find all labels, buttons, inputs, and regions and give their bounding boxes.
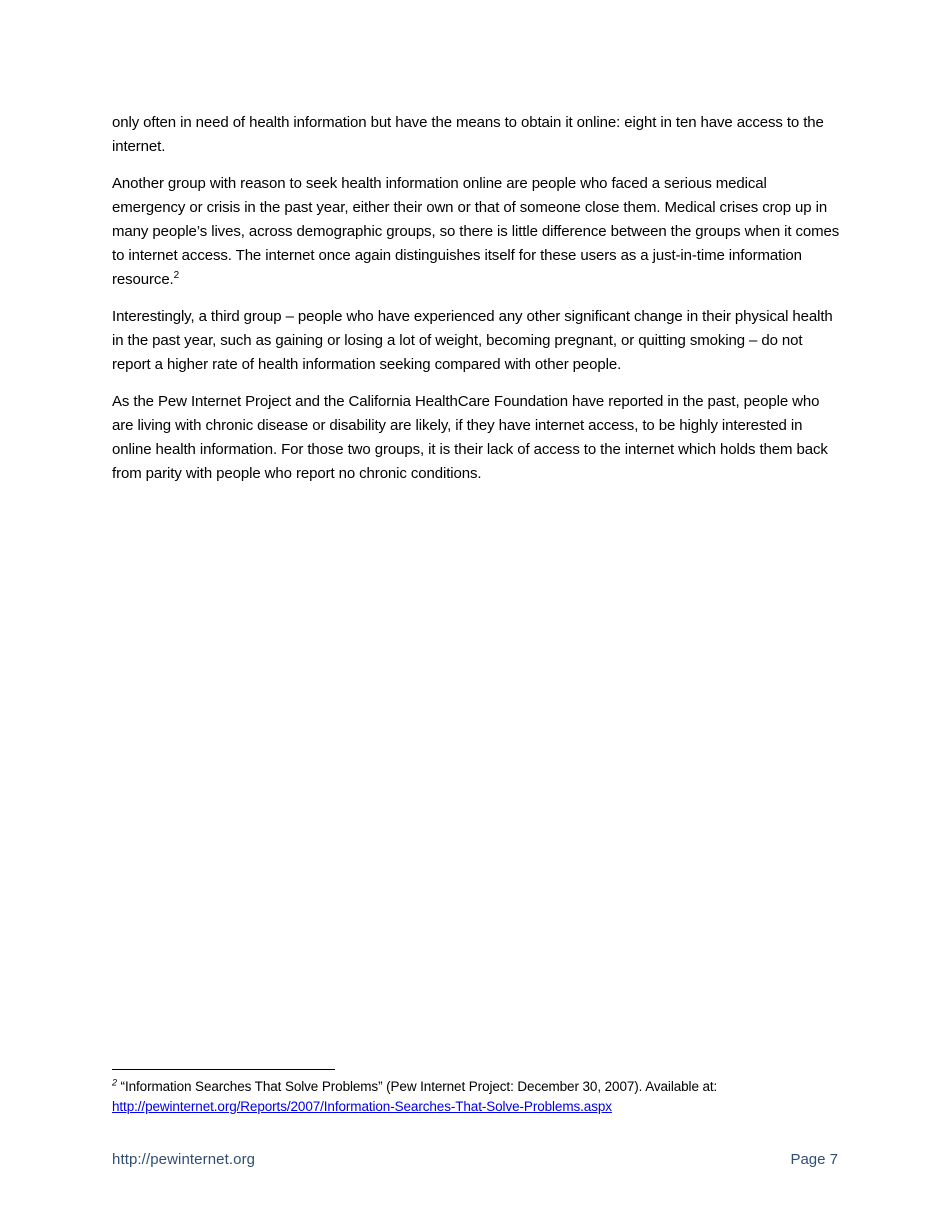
paragraph-4 [112,390,840,486]
paragraph-3 [112,305,840,377]
paragraph-1-text: only often in need of health information but have the means to obtain it online: eight in ten have access to the internet. [112,114,824,155]
page-body [112,111,840,499]
paragraph-3-text: Interestingly, a third group – people who have experienced any other significant change in their physical health in the past year, such as gaining or losing a lot of weight, becoming pregnant, or quitting smoking – do not report a higher rate of health information seeking compared with other people. [112,308,833,373]
paragraph-2-text: Another group with reason to seek health information online are people who faced a serious medical emergency or crisis in the past year, either their own or that of someone close them. Medical crises crop up in many people’s lives, across demographic groups, so there is little difference between the groups when it comes to internet access. The internet once again distinguishes itself for these users as a just-in-time information resource. [112,175,840,288]
footnote [112,1077,840,1117]
page-number: Page 7 [790,1151,838,1168]
paragraph-4-text: As the Pew Internet Project and the California HealthCare Foundation have reported in the past, people who are living with chronic disease or disability are likely, if they have internet access, to be highly interested in online health information. For those two groups, it is their lack of access to the internet which holds them back from parity with people who report no chronic conditions. [112,393,828,482]
footer-site-url: http://pewinternet.org [112,1151,256,1168]
footnote-text: “Information Searches That Solve Problems” (Pew Internet Project: December 30, 2007). Available at: [116,1079,718,1094]
paragraph-2 [112,172,840,292]
footnote-reference[interactable]: 2 [173,270,180,281]
footnote-separator [112,1069,335,1070]
paragraph-1 [112,111,840,159]
footnote-number: 2 [112,1077,117,1088]
footnote-link[interactable]: http://pewinternet.org/Reports/2007/Information-Searches-That-Solve-Problems.aspx [112,1099,612,1114]
